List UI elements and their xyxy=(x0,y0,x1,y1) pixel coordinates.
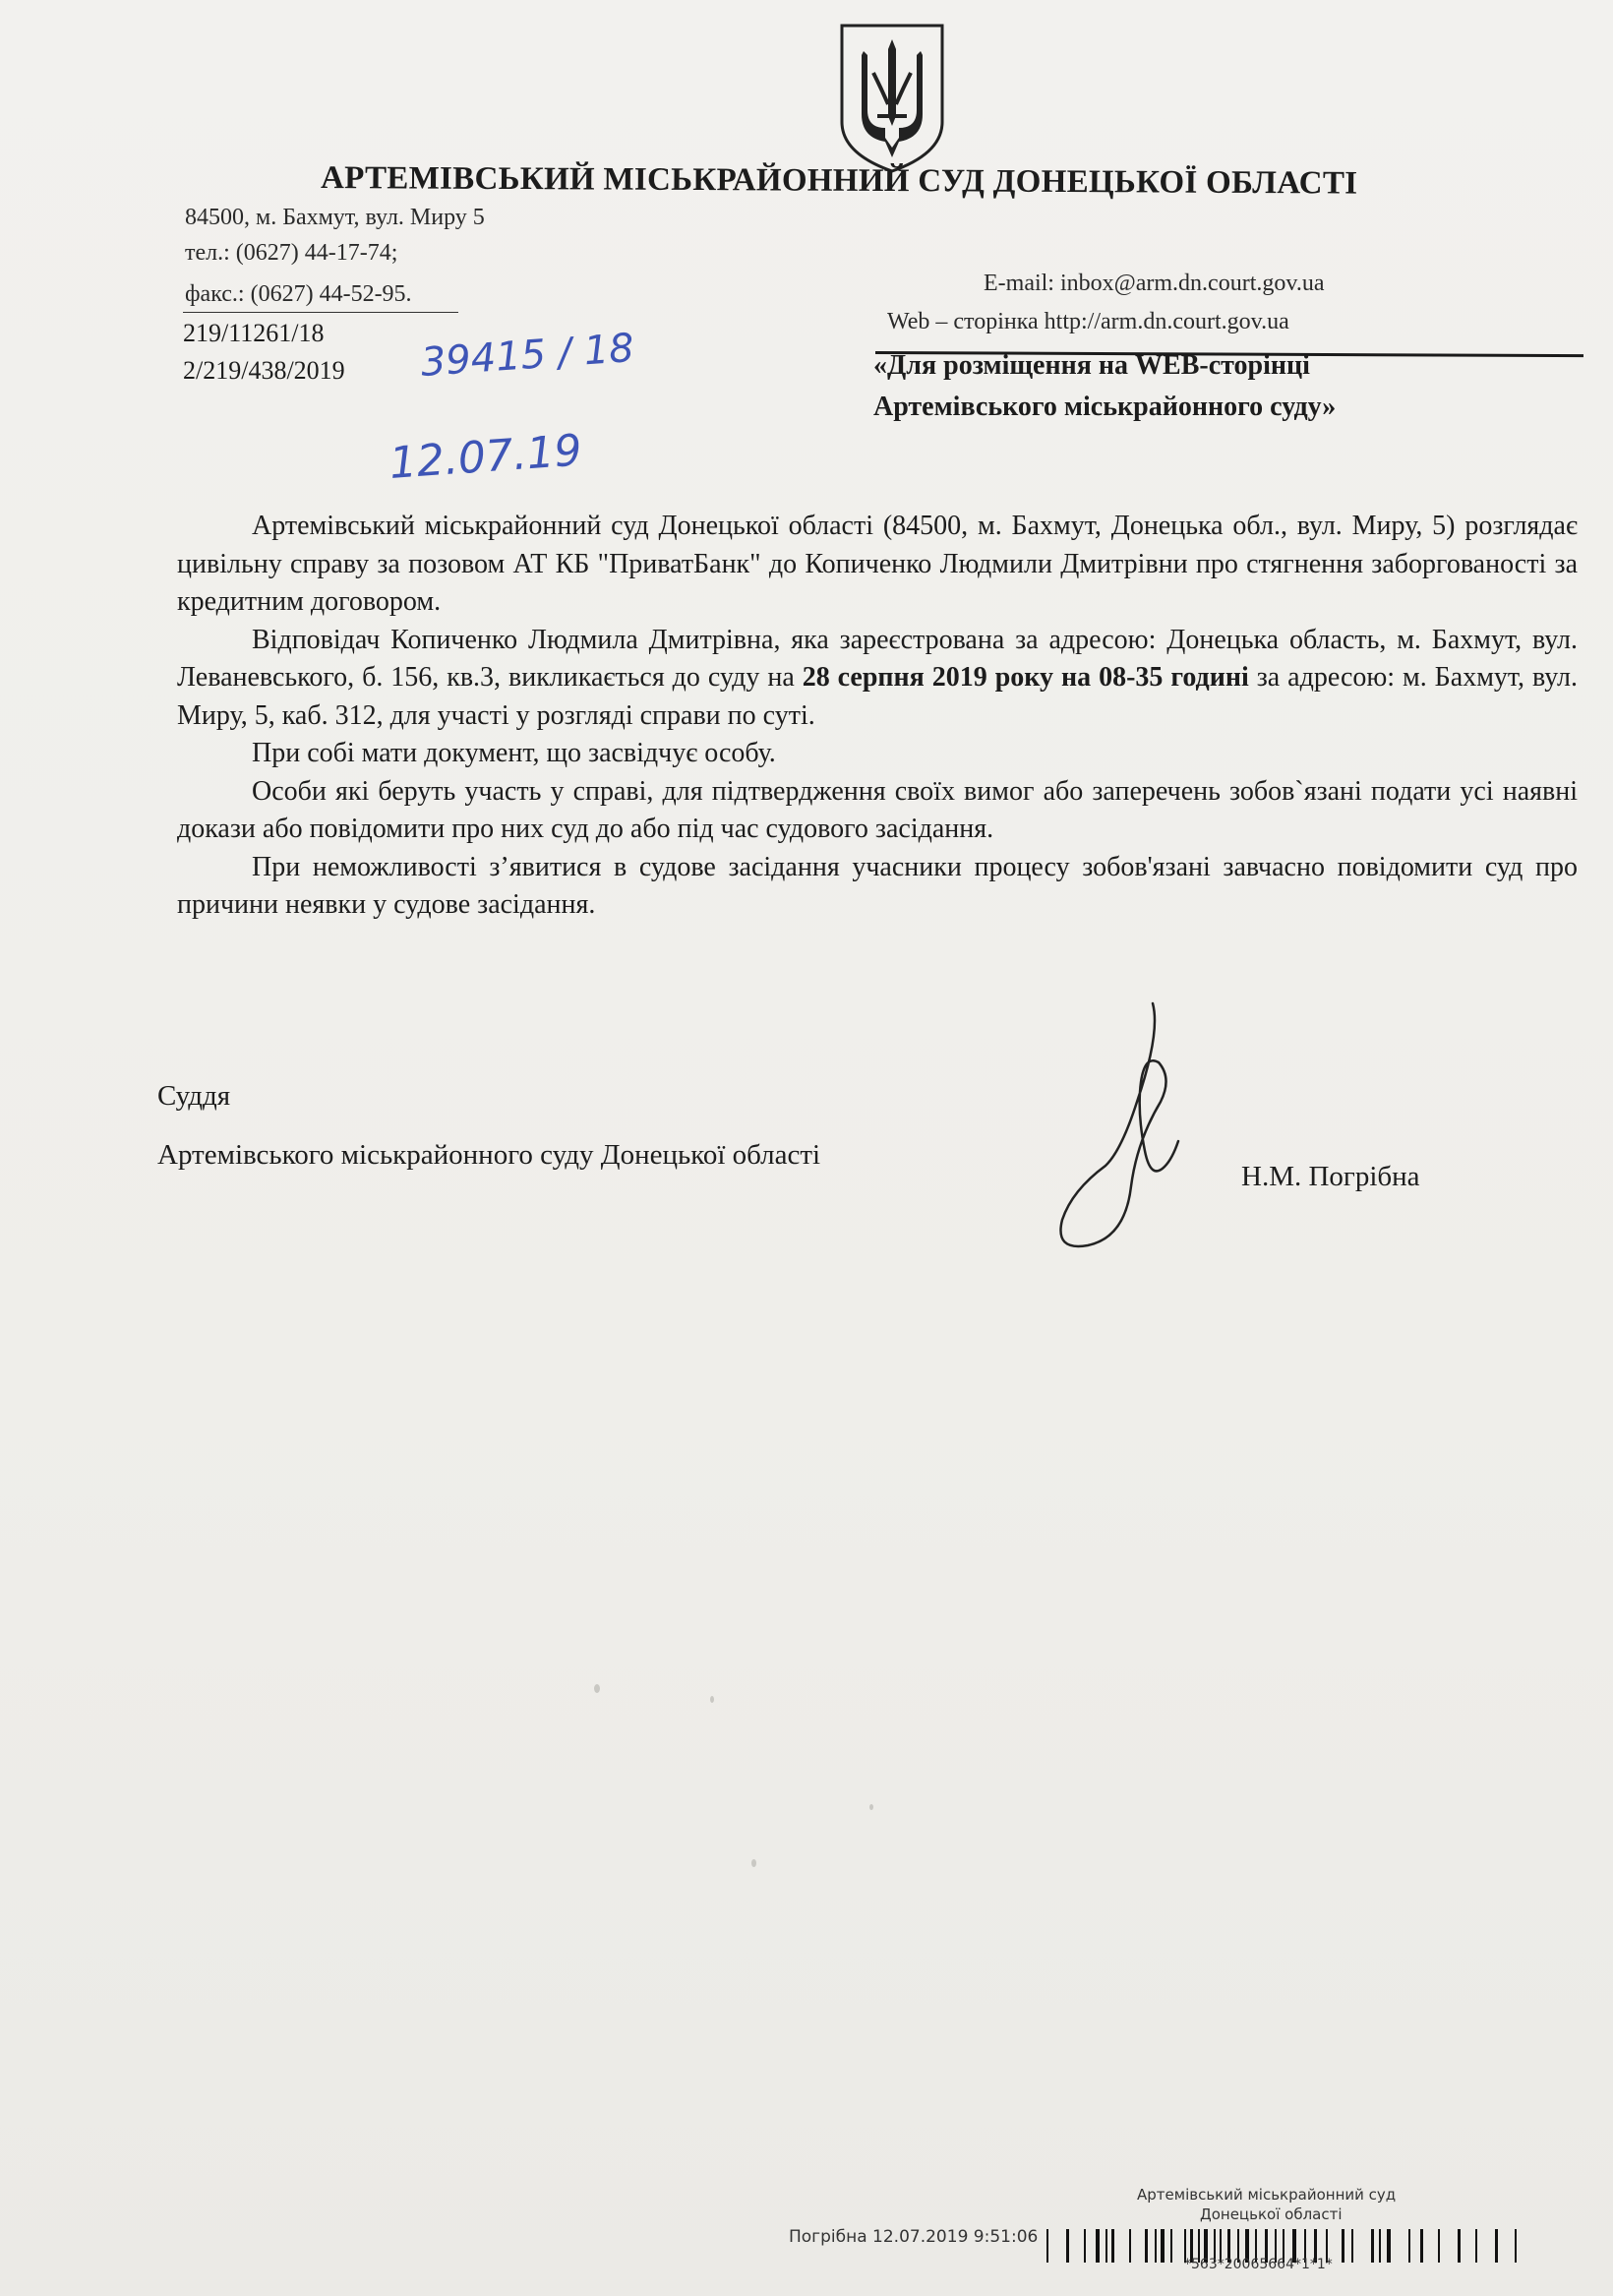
barcode-number: *563*20065664*1*1* xyxy=(1184,2257,1333,2272)
case-number-1: 219/11261/18 xyxy=(183,319,325,347)
signature-icon xyxy=(1043,994,1200,1259)
coat-of-arms-icon xyxy=(834,20,950,175)
paper-speck xyxy=(869,1804,873,1810)
handwritten-date: 12.07.19 xyxy=(388,425,584,489)
judge-court: Артемівського міськрайонного суду Донецької області xyxy=(157,1139,821,1171)
web-notice-line-2: Артемівського міськрайонного суду» xyxy=(873,392,1337,422)
paper-speck xyxy=(710,1696,714,1703)
stamp-court-line-1: Артемівський міськрайонний суд xyxy=(1137,2186,1397,2204)
court-address: 84500, м. Бахмут, вул. Миру 5 xyxy=(185,205,485,230)
registration-stamp: Погрібна 12.07.2019 9:51:06 xyxy=(789,2227,1039,2247)
header-left-divider xyxy=(183,312,458,313)
paragraph-summons: Відповідач Копиченко Людмила Дмитрівна, яка зареєстрована за адресою: Донецька область, м. Бахмут, вул. Леваневського, б. 156, кв.3, викликається до суду на 28 серпня 2019 року на 08-35 годині за адресою: м. Бахмут, вул. Миру, 5, каб. 312, для участі у розгляді справи по суті. xyxy=(177,624,1578,731)
handwritten-reg-number: 39415 / 18 xyxy=(419,325,636,386)
paper-speck xyxy=(594,1684,600,1693)
paragraph-identity: При собі мати документ, що засвідчує особу. xyxy=(252,738,776,768)
stamp-court-line-2: Донецької області xyxy=(1200,2205,1343,2223)
court-website: Web – сторінка http://arm.dn.court.gov.ua xyxy=(887,309,1289,334)
case-number-2: 2/219/438/2019 xyxy=(183,356,345,385)
judge-title: Суддя xyxy=(157,1080,231,1112)
paper-speck xyxy=(751,1859,756,1867)
court-name-heading: АРТЕМІВСЬКИЙ МІСЬКРАЙОННИЙ СУД ДОНЕЦЬКОЇ ОБЛАСТІ xyxy=(320,160,1358,202)
summons-body xyxy=(177,508,1578,925)
web-notice-line-1: «Для розміщення на WEB-сторінці xyxy=(873,350,1310,381)
court-fax: факс.: (0627) 44-52-95. xyxy=(185,281,412,307)
paragraph-evidence: Особи які беруть участь у справі, для підтвердження своїх вимог або заперечень зобов`язані подати усі наявні докази або повідомити про них суд до або під час судового засідання. xyxy=(177,775,1578,844)
paragraph-absence: При неможливості з’явитися в судове засідання учасники процесу зобов'язані завчасно повідомити суд про причини неявки у судове засідання. xyxy=(177,851,1578,920)
judge-name: Н.М. Погрібна xyxy=(1241,1161,1420,1192)
court-email: E-mail: inbox@arm.dn.court.gov.ua xyxy=(984,271,1325,296)
hearing-date: 28 серпня 2019 року на 08-35 годині xyxy=(802,662,1249,693)
paragraph-case: Артемівський міськрайонний суд Донецької області (84500, м. Бахмут, Донецька обл., вул. Миру, 5) розглядає цивільну справу за позовом АТ КБ "ПриватБанк" до Копиченко Людмили Дмитрівни про стягнення заборгованості за кредитним договором. xyxy=(177,511,1578,617)
court-phone: тел.: (0627) 44-17-74; xyxy=(185,240,398,266)
